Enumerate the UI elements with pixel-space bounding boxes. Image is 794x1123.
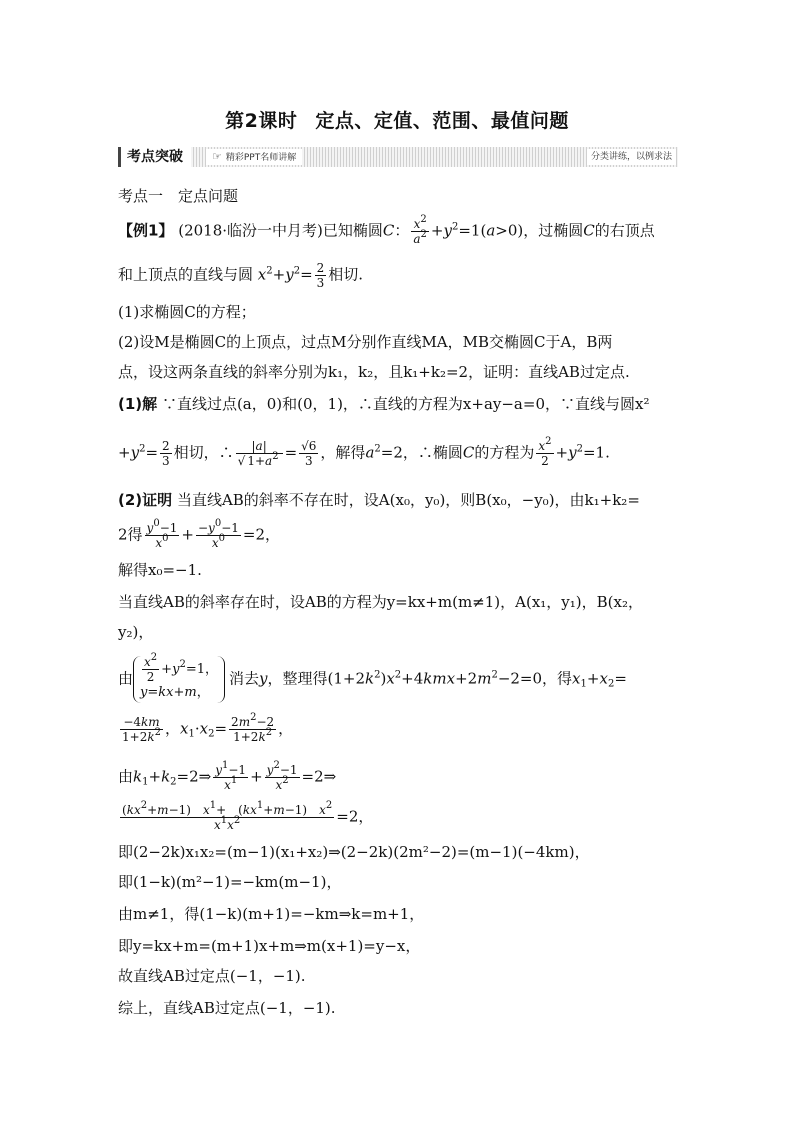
y2-line: y₂)， — [118, 623, 154, 641]
derive-line-2: 即(1−k)(m²−1)=−km(m−1)， — [118, 873, 342, 891]
pointing-hand-icon: ☞ — [212, 150, 222, 163]
k-sum-line: 由$k_1+k_2=2\Rightarrow$ $\frac{y^1-1}{x^1}$ + $\frac{y^2-1}{x^2}$ =2⇒ — [118, 760, 337, 792]
conclusion-2: 综上，直线AB过定点(−1，−1). — [118, 999, 336, 1017]
equation-system: $\frac{x^2}{2}$ $+y^2=1$， y=kx+m， — [133, 656, 225, 703]
banner-right-text: 分类讲练，以例求法 — [587, 149, 676, 165]
example-line-2: 和上顶点的直线与圆 $x^2+y^2=$ $\frac{2}{3}$ 相切. — [118, 261, 364, 290]
solution-2-label: (2)证明 — [118, 491, 173, 509]
solution-1-label: (1)解 — [118, 395, 158, 413]
system-line: 由 $\frac{x^2}{2}$ $+y^2=1$， y=kx+m， 消去y，整理得$(1+2k^2)x^2+4kmx+2m^2-2=0$，得$x_1+x_2=$ — [118, 656, 627, 703]
section-heading: 考点一 定点问题 — [118, 187, 239, 205]
derive-line-4: 即y=kx+m=(m+1)x+m⇒m(x+1)=y−x， — [118, 937, 421, 955]
derive-line-3: 由m≠1，得(1−k)(m+1)=−km⇒k=m+1， — [118, 905, 425, 923]
topic-label: 定点、定值、范围、最值问题 — [315, 110, 569, 132]
solve-x0: 解得x₀=−1. — [118, 561, 202, 579]
big-fraction-line: $\frac{(kx^2+m-1) x^1+ (kx^1+m-1) x^2}{x^1x^2}$ =2， — [122, 800, 374, 832]
question-1: (1)求椭圆C的方程； — [118, 303, 256, 321]
slope-exists-line: 当直线AB的斜率存在时，设AB的方程为y=kx+m(m≠1)，A(x₁，y₁)，B(x₂， — [118, 593, 643, 611]
solution-2-text: 当直线AB的斜率不存在时，设A(x₀，y₀)，则B(x₀，−y₀)，由k₁+k₂= — [176, 491, 640, 509]
example-line-2-text: 和上顶点的直线与圆 — [118, 265, 254, 284]
banner-tag: 考点突破 — [118, 147, 191, 167]
derive-line-1: 即(2−2k)x₁x₂=(m−1)(x₁+x₂)⇒(2−2k)(2m²−2)=(m−1)(−4km)， — [118, 843, 590, 861]
solution-1-text: ∵直线过点(a，0)和(0，1)，∴直线的方程为x+ay−a=0，∵直线与圆x² — [161, 395, 650, 413]
section-banner — [118, 147, 678, 167]
solution-2-line-1 — [118, 490, 640, 510]
solution-2-line-2: 2得 $\frac{y^0-1}{x^0}$ + $\frac{-y^0-1}{x^0}$ =2， — [118, 518, 281, 550]
solution-1-line-1 — [118, 394, 649, 414]
lesson-label: 第2课时 — [225, 110, 298, 132]
roots-line: $\frac{-4km}{1+2k^2}$ ，$x_1\cdot x_2=$ $\frac{2m^2-2}{1+2k^2}$ ， — [122, 712, 294, 744]
solution-1-line-2: $+y^2=$ $\frac{2}{3}$ 相切，∴ $\frac{|a|}{√ 1+a^2}$ = $\frac{√6}{3}$ ，解得$a^2=2$，∴椭圆C的方程为 $\frac{x^2}{2}$ $+y^2=1$. — [118, 436, 610, 468]
page-title — [0, 106, 794, 133]
ppt-label: 精彩PPT名师讲解 — [225, 153, 297, 163]
question-2b: 点，设这两条直线的斜率分别为k₁，k₂，且k₁+k₂=2，证明：直线AB过定点. — [118, 363, 630, 381]
question-2a: (2)设M是椭圆C的上顶点，过点M分别作直线MA，MB交椭圆C于A，B两 — [118, 333, 613, 351]
example-label: 【例1】 — [118, 221, 174, 240]
conclusion-1: 故直线AB过定点(−1，−1). — [118, 967, 306, 985]
example-line-1: 【例1】 (2018·临汾一中月考)已知椭圆C： $\frac{x^2}{a^2}$ $+y^2=1(a>0)$，过椭圆C的右顶点 — [118, 214, 655, 246]
example-source: (2018·临汾一中月考)已知椭圆 — [178, 221, 383, 240]
ppt-link[interactable] — [206, 149, 302, 165]
